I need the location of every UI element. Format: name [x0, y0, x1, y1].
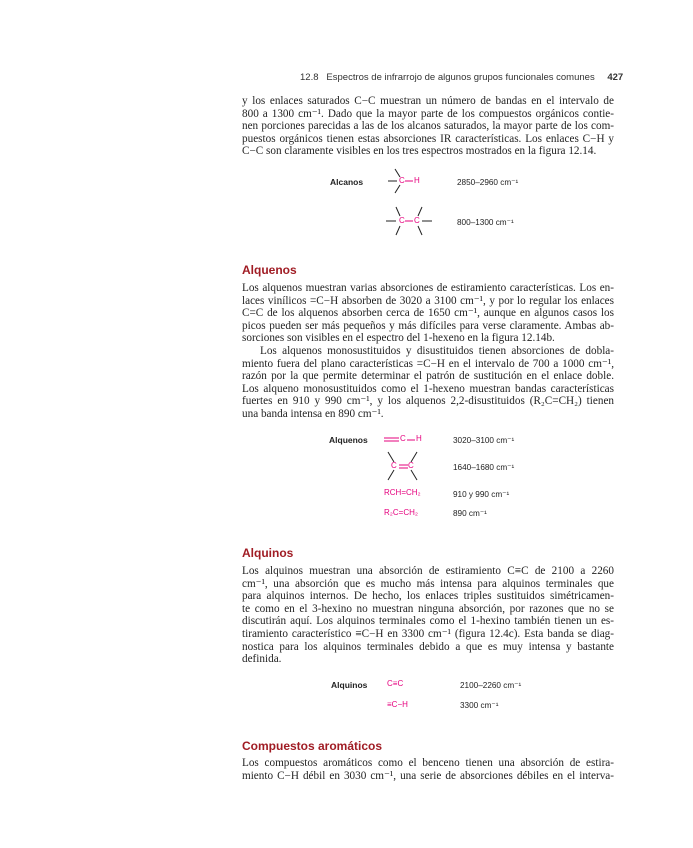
- text-line: razón por la que permite determinar el patrón de sustitución en el enlace doble.: [242, 370, 614, 383]
- text-line: Los alquenos monosustituidos y disustituidos tienen absorciones de dobla-: [260, 345, 614, 357]
- text-line: 800 a 1300 cm⁻¹. Dado que la mayor parte de los compuestos orgánicos contie-: [242, 107, 614, 120]
- alkene-range: 1640–1680 cm⁻¹: [453, 463, 515, 472]
- text-line: Los compuestos aromáticos como el benceno tienen una absorción de estira-: [242, 757, 614, 769]
- text-line: discutirán aquí. Los alquinos terminales como el 1-hexino también tienen un es-: [242, 615, 614, 628]
- alkenes-label: Alquenos: [329, 435, 368, 445]
- alkenes-paragraph-2: [242, 345, 614, 421]
- text-line: picos pueden ser más pequeños y más difíciles para verse claramente. Ambas ab-: [242, 319, 614, 332]
- running-header: [300, 72, 624, 83]
- alkane-cc-range: 800–1300 cm⁻¹: [457, 218, 514, 227]
- alkane-cc-structure: [382, 205, 442, 241]
- text-line: para alquinos internos. De hecho, los enlaces triples sustituidos simétricamen-: [242, 590, 614, 603]
- text-line: miento fuera del plano características =C−H en el intervalo de 700 a 1000 cm⁻¹,: [242, 357, 614, 370]
- alkene-h-atom: H: [416, 434, 422, 443]
- text-line: nen porciones parecidas a las de los alcanos saturados, la mayor parte de los com-: [242, 120, 614, 133]
- alkane-c-atom: C: [399, 176, 405, 185]
- page-number: 427: [607, 72, 624, 83]
- text-line: y los enlaces saturados C−C muestran un número de bandas en el intervalo de: [242, 95, 614, 107]
- alkane-c-atom: C: [414, 216, 420, 225]
- section-heading-alkynes: Alquinos: [242, 546, 294, 560]
- alkane-h-atom: H: [414, 176, 420, 185]
- text-line: puestos orgánicos tienen estas absorciones IR características. Los enlaces C−H y: [242, 132, 614, 145]
- alkene-c-atom: C: [400, 434, 406, 443]
- alkene-rch-ch2-structure: RCH=CH₂: [384, 488, 421, 497]
- aromatics-paragraph: [242, 757, 614, 782]
- alkanes-label: Alcanos: [330, 177, 364, 187]
- alkynes-paragraph: [242, 565, 614, 666]
- alkyne-range: 2100–2260 cm⁻¹: [460, 681, 522, 690]
- text-line: nostica para los alquinos terminales debido a que es muy intensa y bastante: [242, 640, 614, 653]
- text-line: miento C−H débil en 3030 cm⁻¹, una serie de absorciones débiles en el interva-: [242, 769, 614, 782]
- text-line: cm⁻¹, una absorción que es mucho más intensa para alquinos terminales que: [242, 577, 614, 590]
- intro-paragraph: [242, 95, 614, 158]
- text-line: Los alquinos muestran una absorción de estiramiento C≡C de 2100 a 2260: [242, 565, 614, 577]
- section-heading-alkenes: Alquenos: [242, 263, 297, 277]
- text-line: C=C de los alquenos absorben cerca de 1650 cm⁻¹, aunque en algunos casos los: [242, 307, 614, 320]
- alkene-c-atom: C: [408, 461, 414, 470]
- alkane-ch-range: 2850–2960 cm⁻¹: [457, 178, 519, 187]
- alkynes-label: Alquinos: [331, 680, 368, 690]
- text-line: laces vinílicos =C−H absorben de 3020 a 3100 cm⁻¹, y por lo regular los enlaces: [242, 294, 614, 307]
- text-line: definida.: [242, 653, 282, 666]
- alkyne-cc-structure: C≡C: [387, 679, 404, 688]
- alkyne-ch-structure: ≡C−H: [387, 700, 408, 709]
- text-line: una banda intensa en 890 cm⁻¹.: [242, 407, 384, 420]
- alkene-range: 3020–3100 cm⁻¹: [453, 436, 515, 445]
- alkene-cc-structure: [384, 450, 424, 484]
- text-line: fuertes en 910 y 990 cm⁻¹, y los alquenos 2,2-disustituidos (R₂C=CH₂) tienen: [242, 395, 614, 408]
- header-title: Espectros de infrarrojo de algunos grupos funcionales comunes: [326, 72, 595, 83]
- alkene-range: 910 y 990 cm⁻¹: [453, 490, 510, 499]
- alkane-c-atom: C: [399, 216, 405, 225]
- text-line: Los alquenos muestran varias absorciones de estiramiento características. Los en-: [242, 282, 614, 294]
- alkyne-range: 3300 cm⁻¹: [460, 701, 499, 710]
- text-line: Los alqueno monosustituidos como el 1-hexeno muestran bandas características: [242, 382, 614, 395]
- alkene-c-atom: C: [391, 461, 397, 470]
- text-line: C−C son claramente visibles en los tres espectros mostrados en la figura 12.14.: [242, 145, 597, 158]
- alkene-r2c-ch2-structure: R₂C=CH₂: [384, 508, 418, 517]
- text-line: tiramiento característico ≡C−H en 3300 cm⁻¹ (figura 12.4c). Esta banda se diag-: [242, 627, 614, 640]
- text-line: te como en el 3-hexino no muestran ninguna absorción, por razones que no se: [242, 602, 614, 615]
- alkenes-paragraph-1: [242, 282, 614, 345]
- section-heading-aromatics: Compuestos aromáticos: [242, 739, 383, 753]
- text-line: sorciones son visibles en el espectro del 1-hexeno en la figura 12.14b.: [242, 332, 555, 345]
- header-section: 12.8: [300, 72, 319, 83]
- alkene-range: 890 cm⁻¹: [453, 509, 487, 518]
